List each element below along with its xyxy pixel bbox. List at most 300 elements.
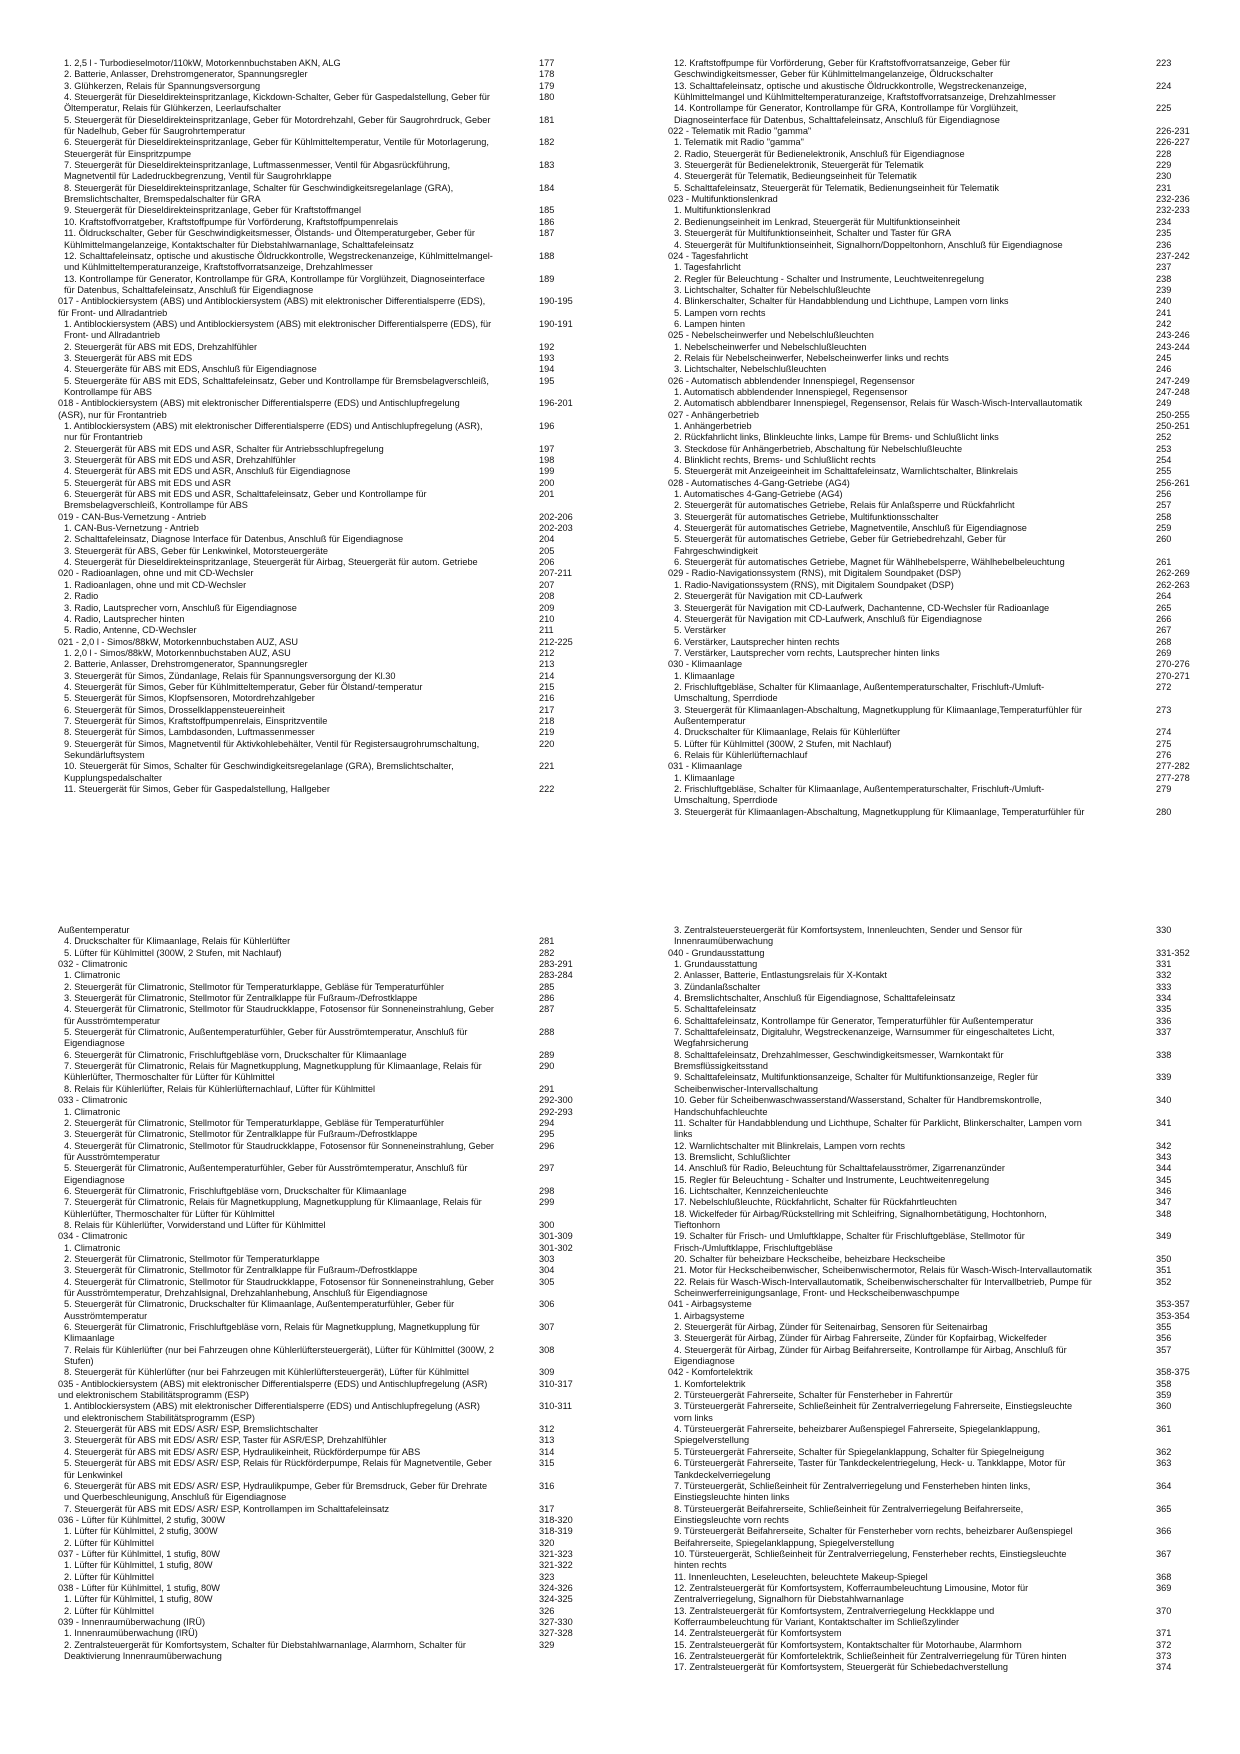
entry-page: 256 (1156, 489, 1172, 500)
entry-title: 8. Schalttafeleinsatz, Drehzahlmesser, Geschwindigkeitsmesser, Warnkontakt für Bremsflüssigkeitsstand (674, 1049, 1004, 1072)
entry-title: 4. Steuergerät für Climatronic, Stellmotor für Staudruckklappe, Fotosensor für Sonneneinstrahlung, Geber für Ausströmtemperatur (64, 1140, 494, 1162)
entry-title: 11. Öldruckschalter, Geber für Geschwindigkeitsmesser, Ölstands- und Öltemperaturgeber, Geber für Kühlmittelmangelanzeige, Kontaktschalter für Diebstahlwarnanlage, Schalttafeleinsatz (64, 228, 475, 250)
entry-page: 291 (539, 1083, 555, 1094)
index-entry (58, 1106, 573, 1118)
entry-title: 13. Kontrollampe für Generator, Kontrollampe für GRA, Kontrollampe für Vorglühzeit, Diagnoseinterface für Datenbus, Schalttafeleinsatz, Anschluß für Eigendiagnose (64, 273, 485, 295)
index-section (668, 250, 1190, 262)
entry-page: 232-236 (1156, 194, 1190, 205)
entry-page: 323 (539, 1571, 555, 1582)
entry-page: 370 (1156, 1605, 1172, 1616)
entry-title: 5. Lüfter für Kühlmittel (300W, 2 Stufen, mit Nachlauf) (674, 738, 892, 749)
entry-page: 353-357 (1156, 1299, 1190, 1310)
index-entry (668, 239, 1172, 251)
entry-title: 2. Steuergerät für Climatronic, Stellmotor für Temperaturklappe, Gebläse für Temperaturfühler (64, 981, 445, 992)
entry-page: 315 (539, 1458, 555, 1469)
entry-page: 353-354 (1156, 1310, 1190, 1321)
entry-page: 367 (1156, 1548, 1172, 1559)
entry-page: 197 (539, 443, 555, 454)
entry-title: 7. Steuergerät für ABS mit EDS/ ASR/ ESP, Kontrollampen im Schalttafeleinsatz (64, 1503, 390, 1514)
index-entry (668, 386, 1190, 398)
entry-page: 350 (1156, 1253, 1172, 1264)
entry-title: 6. Steuergerät für Climatronic, Frischluftgebläse vorn, Druckschalter für Klimaanlage (64, 1049, 407, 1060)
entry-title: 6. Lampen hinten (674, 318, 746, 329)
index-entry (668, 784, 1172, 807)
entry-page: 181 (539, 114, 555, 125)
index-entry (668, 1185, 1172, 1197)
index-entry (668, 1582, 1172, 1606)
index-entry (668, 1253, 1172, 1265)
entry-title: 4. Steuergerät für Multifunktionseinheit, Signalhorn/Doppeltonhorn, Anschluß für Eigendiagnose (674, 239, 1063, 250)
entry-title: 2. Zentralsteuergerät für Komfortsystem, Schalter für Diebstahlwarnanlage, Alarmhorn, Schalter für Deaktivierung Innenraumüberwachung (64, 1639, 466, 1661)
index-entry (668, 307, 1172, 319)
index-entry (668, 1004, 1172, 1015)
index-entry (58, 1639, 555, 1663)
entry-title: 2. Frischluftgebläse, Schalter für Klimaanlage, Außentemperaturschalter, Frischluft-/Umluft-Umschaltung, Sperrdiode (674, 681, 1045, 704)
entry-page: 346 (1156, 1185, 1172, 1196)
entry-page: 194 (539, 364, 555, 375)
entry-title: 20. Schalter für beheizbare Heckscheibe, beheizbare Heckscheibe (674, 1253, 946, 1264)
index-entry (668, 1480, 1172, 1504)
entry-title: 5. Steuergerät für Climatronic, Druckschalter für Klimaanlage, Außentemperaturfühler, Geber für Ausströmtemperatur (64, 1299, 455, 1321)
index-section (58, 1378, 573, 1402)
entry-page: 214 (539, 670, 555, 681)
entry-title: 7. Relais für Kühlerlüfter (nur bei Fahrzeugen ohne Kühlerlüftersteuergerät), Lüfter für Kühlmittel (300W, 2 Stufen) (64, 1344, 494, 1367)
index-entry (668, 228, 1172, 239)
entry-title: 6. Türsteuergerät Fahrerseite, Taster für Tankdeckelentriegelung, Heck- u. Tankklappe, Motor für Tankdeckelverriegelung (674, 1458, 1066, 1480)
index-entry (668, 432, 1172, 443)
entry-title: 13. Schalttafeleinsatz, optische und akustische Öldruckkontrolle, Wegstreckenanzeige, Kühlmittelmangel und Kühlmitteltemperaturanzeige, Kraftstoffvorratsanzeige, Drehzahlmesser (674, 80, 1056, 103)
entry-title: 3. Steuergerät für Climatronic, Stellmotor für Zentralklappe für Fußraum-/Defrostklappe (64, 993, 418, 1004)
entry-title: 5. Steuergerät für ABS mit EDS und ASR (64, 477, 231, 488)
entry-page: 180 (539, 92, 555, 103)
entry-page: 317 (539, 1503, 555, 1514)
entry-title: 5. Radio, Antenne, CD-Wechsler (64, 625, 197, 636)
entry-title: 3. Lichtschalter, Nebelschlußleuchten (674, 364, 827, 375)
entry-title: 4. Steuergerät für Navigation mit CD-Laufwerk, Anschluß für Eigendiagnose (674, 613, 982, 624)
index-entry (58, 1061, 555, 1084)
entry-page: 273 (1156, 704, 1172, 715)
entry-title: 10. Steuergerät für Simos, Schalter für Geschwindigkeitsregelanlage (GRA), Bremslichtschalter, Kupplungspedalschalter (64, 761, 454, 783)
entry-page: 266 (1156, 613, 1172, 624)
index-entry (668, 341, 1190, 353)
index-entry (668, 749, 1172, 761)
entry-title: 1. Nebelscheinwerfer und Nebelschlußleuchten (674, 341, 867, 352)
entry-title: 3. Glühkerzen, Relais für Spannungsversorgung (64, 80, 261, 91)
index-entry (58, 341, 555, 353)
entry-title: 7. Steuergerät für Simos, Kraftstoffpumpenrelais, Einspritzventile (64, 715, 328, 726)
entry-title: 1. Radioanlagen, ohne und mit CD-Wechsler (64, 579, 247, 590)
entry-title: 6. Steuergerät für Dieseldirekteinspritzanlage, Geber für Kühlmitteltemperatur, Ventile für Motorlagerung, Steuergerät für Einspritzpumpe (64, 137, 489, 159)
index-entry (668, 1548, 1172, 1572)
entry-page: 306 (539, 1299, 555, 1310)
entry-page: 342 (1156, 1140, 1172, 1151)
entry-page: 347 (1156, 1197, 1172, 1208)
index-entry (668, 602, 1172, 614)
entry-page: 252 (1156, 432, 1172, 443)
entry-page: 237 (1156, 262, 1172, 273)
entry-title: 3. Zündanlaßschalter (674, 981, 761, 992)
entry-page: 292-300 (539, 1095, 573, 1106)
entry-title: 4. Blinklicht rechts, Brems- und Schlußlicht rechts (674, 455, 876, 466)
entry-title: 019 - CAN-Bus-Vernetzung - Antrieb (58, 511, 207, 522)
index-entry (668, 273, 1172, 285)
entry-page: 285 (539, 981, 555, 992)
index-entry (58, 1004, 555, 1027)
entry-title: 2. Lüfter für Kühlmittel (64, 1605, 154, 1616)
entry-page: 274 (1156, 727, 1172, 738)
entry-title: 5. Türsteuergerät Fahrerseite, Schalter für Spiegelanklappung, Schalter für Spiegelneigung (674, 1446, 1045, 1457)
entry-title: 2. Bedienungseinheit im Lenkrad, Steuergerät für Multifunktionseinheit (674, 216, 961, 227)
entry-page: 255 (1156, 466, 1172, 477)
index-entry (668, 772, 1190, 784)
entry-title: 5. Steuergerät für ABS mit EDS/ ASR/ ESP, Relais für Rückförderpumpe, Relais für Magnetventile, Geber für Lenkwinkel (64, 1458, 492, 1480)
entry-page: 343 (1156, 1151, 1172, 1162)
index-entry (668, 318, 1172, 330)
entry-page: 201 (539, 489, 555, 500)
entry-title: 22. Relais für Wasch-Wisch-Intervallautomatik, Scheibenwischerschalter für Intervallbetrieb, Pumpe für Scheinwerferreinigungsanlage, Front- und Heckscheibenwaschpumpe (674, 1276, 1092, 1298)
entry-title: 5. Steuergerät für automatisches Getriebe, Geber für Getriebedrehzahl, Geber für Fahrgeschwindigkeit (674, 534, 1006, 556)
entry-page: 312 (539, 1424, 555, 1435)
entry-page: 259 (1156, 523, 1172, 534)
entry-title: 2. Türsteuergerät Fahrerseite, Schalter für Fensterheber in Fahrertür (674, 1390, 953, 1401)
entry-page: 276 (1156, 749, 1172, 760)
index-entry (668, 1605, 1172, 1629)
entry-page: 294 (539, 1117, 555, 1128)
index-entry (668, 364, 1172, 375)
index-entry (58, 659, 555, 670)
index-section (668, 659, 1190, 670)
entry-page: 204 (539, 534, 555, 545)
entry-title: 4. Steuergerät für ABS mit EDS/ ASR/ ESP, Hydraulikeinheit, Rückförderpumpe für ABS (64, 1446, 421, 1457)
entry-page: 345 (1156, 1174, 1172, 1185)
entry-page: 308 (539, 1344, 555, 1355)
entry-page: 283-284 (539, 970, 573, 981)
index-entry (668, 352, 1172, 364)
entry-title: 2. Steuergerät für ABS mit EDS und ASR, Schalter für Antriebsschlupfregelung (64, 443, 384, 454)
index-entry (58, 1197, 555, 1220)
index-entry (58, 545, 555, 557)
index-entry (668, 557, 1172, 568)
index-entry (58, 1458, 555, 1481)
entry-title: 6. Relais für Kühlerlüfternachlauf (674, 749, 808, 760)
index-entry (58, 1219, 555, 1231)
entry-page: 212-225 (539, 636, 573, 647)
index-section (58, 1616, 573, 1628)
entry-title: 10. Geber für Scheibenwaschwasserstand/Wasserstand, Schalter für Handbremskontrolle, Handschuhfachleuchte (674, 1095, 1042, 1117)
index-entry (668, 1322, 1172, 1333)
entry-title: 5. Steuergerät für Climatronic, Außentemperaturfühler, Geber für Ausströmtemperatur, Anschluß für Eigendiagnose (64, 1027, 468, 1049)
index-entry (668, 625, 1172, 636)
entry-page: 360 (1156, 1401, 1172, 1412)
index-entry (668, 500, 1172, 511)
index-column-top-right (668, 58, 1190, 818)
index-entry (58, 1129, 555, 1140)
entry-title: 5. Schalttafeleinsatz (674, 1004, 757, 1015)
entry-title: 1. Lüfter für Kühlmittel, 2 stufig, 300W (64, 1526, 218, 1537)
index-entry (668, 1310, 1190, 1322)
entry-title: 1. Climatronic (64, 970, 121, 981)
entry-page: 287 (539, 1004, 555, 1015)
entry-title: 2. Steuergerät für automatisches Getriebe, Relais für Anlaßsperre und Rückfahrlicht (674, 500, 1015, 511)
index-entry (668, 296, 1172, 307)
entry-page: 290 (539, 1061, 555, 1072)
index-entry (668, 1174, 1172, 1186)
index-entry (58, 761, 555, 784)
index-entry (58, 693, 555, 704)
index-section (668, 126, 1190, 137)
entry-title: 020 - Radioanlagen, ohne und mit CD-Wechsler (58, 568, 254, 579)
entry-page: 313 (539, 1435, 555, 1446)
index-entry (58, 58, 555, 69)
entry-page: 189 (539, 273, 555, 284)
index-entry (668, 1049, 1172, 1073)
index-entry (58, 1140, 555, 1164)
entry-title: 8. Türsteuergerät Beifahrerseite, Schließeinheit für Zentralverriegelung Beifahrerseite, Einstiegsleuchte vorn rechts (674, 1503, 1024, 1525)
entry-page: 246 (1156, 364, 1172, 375)
entry-page: 362 (1156, 1446, 1172, 1457)
index-entry (58, 981, 555, 993)
entry-page: 186 (539, 216, 555, 227)
entry-title: 3. Lichtschalter, Schalter für Nebelschlußleuchte (674, 284, 871, 295)
entry-title: 1. Lüfter für Kühlmittel, 1 stufig, 80W (64, 1594, 213, 1605)
index-section (58, 636, 573, 648)
entry-title: 6. Schalttafeleinsatz, Kontrollampe für Generator, Temperaturfühler für Außentemperatur (674, 1015, 1034, 1026)
index-entry (668, 455, 1172, 466)
entry-page: 332 (1156, 970, 1172, 981)
entry-page: 300 (539, 1219, 555, 1230)
entry-page: 282 (539, 947, 555, 958)
entry-title: 3. Zentralsteuersteuergerät für Komfortsystem, Innenleuchten, Sender und Sensor für Innenraumüberwachung (674, 925, 1023, 947)
entry-page: 301-302 (539, 1242, 573, 1253)
entry-title: 3. Steuergerät für ABS, Geber für Lenkwinkel, Motorsteuergeräte (64, 545, 329, 556)
entry-page: 212 (539, 647, 555, 658)
entry-page: 327-330 (539, 1616, 573, 1627)
entry-title: 8. Relais für Kühlerlüfter, Relais für Kühlerlüfternachlauf, Lüfter für Kühlmittel (64, 1083, 375, 1094)
index-entry (668, 704, 1172, 728)
index-entry (668, 137, 1190, 148)
entry-title: 3. Steuergerät für ABS mit EDS (64, 352, 193, 363)
entry-page: 267 (1156, 625, 1172, 636)
entry-title: 14. Kontrollampe für Generator, Kontrollampe für GRA, Kontrollampe für Vorglühzeit, Diagnoseinterface für Datenbus, Schalttafeleinsatz, Anschluß für Eigendiagnose (674, 103, 1019, 125)
index-entry (668, 1526, 1172, 1549)
entry-title: 16. Lichtschalter, Kennzeichenleuchte (674, 1185, 829, 1196)
entry-title: 1. Automatisches 4-Gang-Getriebe (AG4) (674, 489, 843, 500)
entry-page: 220 (539, 738, 555, 749)
entry-page: 195 (539, 375, 555, 386)
entry-title: 2. Regler für Beleuchtung - Schalter und Instrumente, Leuchtweitenregelung (674, 273, 985, 284)
index-entry (668, 205, 1190, 216)
index-entry (668, 1333, 1172, 1344)
entry-title: 5. Lampen vorn rechts (674, 307, 766, 318)
index-entry (58, 205, 555, 216)
index-entry (58, 92, 555, 115)
index-section (668, 375, 1190, 387)
entry-page: 318-319 (539, 1526, 573, 1537)
index-entry (58, 613, 555, 625)
entry-title: 4. Steuergerät für ABS mit EDS und ASR, Anschluß für Eigendiagnose (64, 466, 351, 477)
entry-page: 216 (539, 693, 555, 704)
entry-title: 3. Türsteuergerät Fahrerseite, Schließeinheit für Zentralverriegelung Fahrerseite, Einstiegsleuchte vorn links (674, 1401, 1073, 1423)
entry-title: 5. Steuergerät mit Anzeigeeinheit im Schalttafeleinsatz, Warnlichtschalter, Blinkrelais (674, 466, 1018, 477)
entry-title: 9. Türsteuergerät Beifahrerseite, Schalter für Fensterheber vorn rechts, beheizbarer Außenspiegel Beifahrerseite, Spiegelanklappung, Spiegelverstellung (674, 1526, 1073, 1548)
index-entry (58, 534, 555, 545)
entry-page: 327-328 (539, 1628, 573, 1639)
entry-title: 1. Automatisch abblendender Innenspiegel, Regensensor (674, 386, 908, 397)
entry-title: 033 - Climatronic (58, 1095, 128, 1106)
entry-title: 15. Zentralsteuergerät für Komfortsystem, Kontaktschalter für Motorhaube, Alarmhorn (674, 1639, 1022, 1650)
entry-title: 8. Steuergerät für Kühlerlüfter (nur bei Fahrzeugen mit Kühlerlüftersteuergerät), Lüfter für Kühlmittel (64, 1367, 469, 1378)
entry-page: 190-195 (539, 296, 573, 307)
entry-title: 3. Steuergerät für ABS mit EDS/ ASR/ ESP, Taster für ASR/ESP, Drehzahlfühler (64, 1435, 387, 1446)
index-entry (668, 670, 1190, 682)
entry-title: 4. Steuergerät für Dieseldirekteinspritzanlage, Steuergerät für Airbag, Steuergerät für autom. Getriebe (64, 557, 478, 568)
entry-page: 232-233 (1156, 205, 1190, 216)
entry-page: 257 (1156, 500, 1172, 511)
entry-title: 4. Bremslichtschalter, Anschluß für Eigendiagnose, Schalttafeleinsatz (674, 993, 956, 1004)
index-entry (668, 959, 1172, 970)
entry-title: 4. Steuergerät für Dieseldirekteinspritzanlage, Kickdown-Schalter, Geber für Gaspedalstellung, Geber für Öltemperatur, Relais für Glühkerzen, Leerlaufschalter (64, 92, 490, 114)
entry-title: 6. Steuergerät für Simos, Drosselklappensteuereinheit (64, 704, 285, 715)
entry-title: 2. Steuergerät für Navigation mit CD-Laufwerk (674, 591, 863, 602)
entry-title: 2. Steuergerät für Climatronic, Stellmotor für Temperaturklappe (64, 1253, 320, 1264)
index-section (58, 1514, 573, 1526)
entry-page: 187 (539, 228, 555, 239)
index-entry (58, 273, 555, 297)
index-section (668, 1367, 1190, 1378)
index-entry (668, 1651, 1172, 1662)
entry-page: 182 (539, 137, 555, 148)
entry-title: 2. Batterie, Anlasser, Drehstromgenerator, Spannungsregler (64, 659, 308, 670)
entry-title: 7. Türsteuergerät, Schließeinheit für Zentralverriegelung und Fensterheben hinten links, Einstiegsleuchte hinten links (674, 1480, 1031, 1503)
index-entry (668, 171, 1172, 182)
entry-title: 029 - Radio-Navigationssystem (RNS), mit Digitalem Soundpaket (DSP) (668, 568, 962, 579)
entry-page: 326 (539, 1605, 555, 1616)
index-entry (58, 1435, 555, 1446)
entry-page: 177 (539, 58, 555, 68)
entry-page: 307 (539, 1322, 555, 1333)
index-entry (668, 647, 1172, 659)
index-entry (668, 738, 1172, 750)
index-section (668, 477, 1190, 489)
entry-page: 363 (1156, 1458, 1172, 1469)
index-entry (668, 613, 1172, 625)
index-section (668, 947, 1190, 959)
index-entry (668, 284, 1172, 296)
entry-page: 272 (1156, 681, 1172, 692)
entry-title: 7. Steuergerät für Climatronic, Relais für Magnetkupplung, Magnetkupplung für Klimaanlage, Relais für Kühlerlüfter, Thermoschalter für Lüfter für Kühlmittel (64, 1061, 482, 1083)
entry-title: 031 - Klimaanlage (668, 761, 743, 772)
entry-page: 297 (539, 1163, 555, 1174)
index-entry (58, 1299, 555, 1322)
entry-title: 027 - Anhängerbetrieb (668, 409, 759, 420)
index-entry (58, 1322, 555, 1345)
index-entry (668, 148, 1172, 160)
entry-page: 208 (539, 591, 555, 602)
entry-page: 304 (539, 1265, 555, 1276)
entry-title: 2. Batterie, Anlasser, Drehstromgenerator, Spannungsregler (64, 69, 308, 80)
entry-page: 235 (1156, 228, 1172, 239)
index-entry (668, 523, 1172, 534)
entry-title: 17. Nebelschlußleuchte, Rückfahrlicht, Schalter für Rückfahrtleuchten (674, 1197, 957, 1208)
entry-title: 036 - Lüfter für Kühlmittel, 2 stufig, 300W (58, 1514, 225, 1525)
entry-page: 218 (539, 715, 555, 726)
entry-page: 288 (539, 1027, 555, 1038)
entry-page: 321-322 (539, 1560, 573, 1571)
entry-title: 042 - Komfortelektrik (668, 1367, 753, 1378)
index-entry (58, 1594, 573, 1605)
entry-page: 283-291 (539, 959, 573, 970)
entry-title: 13. Bremslicht, Schlußlichter (674, 1151, 791, 1162)
entry-title: 1. Anhängerbetrieb (674, 421, 752, 431)
index-entry (58, 1367, 555, 1378)
index-entry (58, 1253, 555, 1265)
index-entry (58, 489, 555, 512)
entry-title: 6. Steuergerät für Climatronic, Frischluftgebläse vorn, Relais für Magnetkupplung, Magnetkupplung für Klimaanlage (64, 1322, 480, 1344)
entry-page: 270-271 (1156, 670, 1190, 681)
index-entry (58, 477, 555, 489)
entry-page: 335 (1156, 1004, 1172, 1015)
index-entry (58, 216, 555, 228)
index-entry (668, 216, 1172, 228)
index-entry (668, 806, 1172, 818)
index-entry (58, 970, 573, 981)
entry-page: 209 (539, 602, 555, 613)
index-entry (668, 421, 1190, 432)
entry-title: 16. Zentralsteuergerät für Komfortelektrik, Schließeinheit für Zentralverriegelung für Türen hinten (674, 1651, 1067, 1661)
entry-page: 178 (539, 69, 555, 80)
entry-page: 202-206 (539, 511, 573, 522)
entry-page: 223 (1156, 58, 1172, 68)
index-entry (58, 993, 555, 1004)
entry-page: 337 (1156, 1027, 1172, 1038)
index-entry (668, 727, 1172, 738)
index-entry (668, 160, 1172, 171)
index-entry (668, 489, 1172, 500)
entry-page: 258 (1156, 511, 1172, 522)
entry-title: 1. Innenraumüberwachung (IRÜ) (64, 1628, 198, 1639)
entry-page: 234 (1156, 216, 1172, 227)
entry-page: 374 (1156, 1662, 1172, 1673)
entry-title: 1. Telematik mit Radio "gamma" (674, 137, 804, 148)
entry-page: 286 (539, 993, 555, 1004)
entry-page: 318-320 (539, 1514, 573, 1525)
entry-title: 3. Steuergerät für Airbag, Zünder für Airbag Fahrerseite, Zünder für Kopfairbag, Wickelfeder (674, 1333, 1047, 1344)
entry-title: 10. Kraftstoffvorratgeber, Kraftstoffpumpe für Vorförderung, Kraftstoffpumpenrelais (64, 216, 398, 227)
index-entry (668, 398, 1172, 409)
index-entry (58, 364, 555, 375)
entry-title: 1. Antiblockiersystem (ABS) und Antiblockiersystem (ABS) mit elektronischer Differentialsperre (EDS), für Front- und Allradantrieb (64, 318, 492, 341)
entry-page: 213 (539, 659, 555, 670)
entry-page: 361 (1156, 1424, 1172, 1435)
index-section (58, 1095, 573, 1106)
entry-title: 3. Steuergerät für Climatronic, Stellmotor für Zentralklappe für Fußraum-/Defrostklappe (64, 1265, 418, 1276)
entry-title: 3. Steuergerät für Klimaanlagen-Abschaltung, Magnetkupplung für Klimaanlage,Temperaturfühler für Außentemperatur (674, 704, 1083, 726)
entry-title: 1. 2,0 l - Simos/88kW, Motorkennbuchstaben AUZ, ASU (64, 647, 291, 658)
entry-title: 14. Zentralsteuergerät für Komfortsystem (674, 1628, 842, 1639)
entry-page: 310-311 (539, 1401, 573, 1412)
entry-title: 021 - 2,0 l - Simos/88kW, Motorkennbuchstaben AUZ, ASU (58, 636, 299, 647)
entry-title: 4. Druckschalter für Klimaanlage, Relais für Kühlerlüfter (64, 936, 291, 947)
entry-page: 330 (1156, 925, 1172, 935)
entry-page: 262-269 (1156, 568, 1190, 579)
entry-title: 1. Airbagsysteme (674, 1310, 745, 1321)
entry-page: 237-242 (1156, 250, 1190, 261)
entry-page: 320 (539, 1537, 555, 1548)
entry-title: 2. Frischluftgebläse, Schalter für Klimaanlage, Außentemperaturschalter, Frischluft-/Umluft-Umschaltung, Sperrdiode (674, 784, 1045, 806)
entry-page: 241 (1156, 307, 1172, 318)
entry-title: 4. Steuergerät für Telematik, Bedieungseinheit für Telematik (674, 171, 917, 182)
entry-title: 6. Steuergerät für automatisches Getriebe, Magnet für Wählhebelsperre, Wählhebelbeleuchtung (674, 557, 1065, 568)
